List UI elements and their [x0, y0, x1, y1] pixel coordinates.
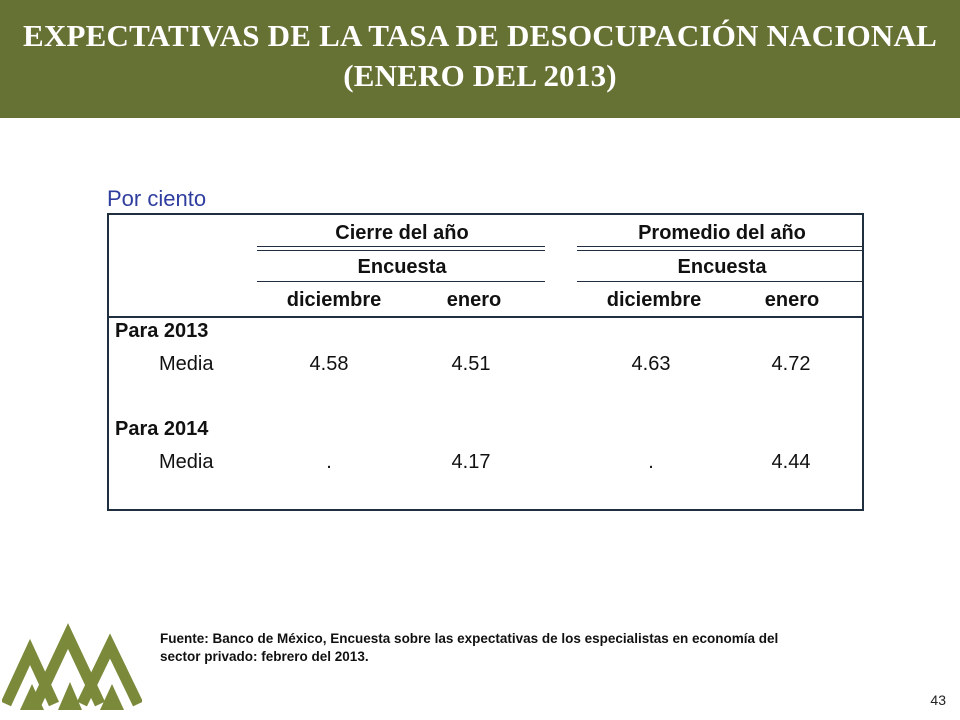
row-label-media-2013: Media	[159, 353, 214, 375]
expectations-table	[107, 213, 864, 511]
subgroup-rule-cierre	[257, 281, 545, 282]
unit-label: Por ciento	[107, 186, 207, 211]
table-cell: 4.51	[451, 353, 491, 375]
table-cell: .	[326, 451, 332, 473]
slide-title-line2: (ENERO DEL 2013)	[343, 58, 617, 93]
page-number: 43	[930, 692, 946, 708]
column-header: diciembre	[606, 289, 702, 311]
source-note: Fuente: Banco de México, Encuesta sobre las expectativas de los especialistas en economía del sector privado: febrero del 2013.	[160, 631, 779, 664]
subgroup-rule-promedio	[577, 281, 862, 282]
table-cell: 4.17	[451, 451, 491, 473]
row-label-media-2014: Media	[159, 451, 214, 473]
subgroup-header-cierre: Encuesta	[357, 256, 447, 278]
slide-title-line1: EXPECTATIVAS DE LA TASA DE DESOCUPACIÓN NACIONAL	[23, 18, 937, 53]
subgroup-header-promedio: Encuesta	[677, 256, 767, 278]
table-cell: 4.44	[771, 451, 811, 473]
group-header-promedio: Promedio del año	[638, 222, 806, 244]
slide-title	[0, 16, 960, 96]
column-header: diciembre	[286, 289, 382, 311]
header-body-rule	[109, 316, 862, 318]
table-cell: .	[648, 451, 654, 473]
title-banner	[0, 0, 960, 118]
group-header-cierre: Cierre del año	[335, 222, 469, 244]
row-heading-2014: Para 2014	[115, 418, 209, 440]
table-cell: 4.58	[309, 353, 349, 375]
table-cell: 4.72	[771, 353, 811, 375]
group-rule-promedio	[577, 246, 862, 251]
group-rule-cierre	[257, 246, 545, 251]
row-heading-2013: Para 2013	[115, 320, 209, 342]
column-header: enero	[764, 289, 820, 311]
column-header: enero	[446, 289, 502, 311]
table-cell: 4.63	[631, 353, 671, 375]
mountains-logo-icon	[2, 622, 142, 714]
